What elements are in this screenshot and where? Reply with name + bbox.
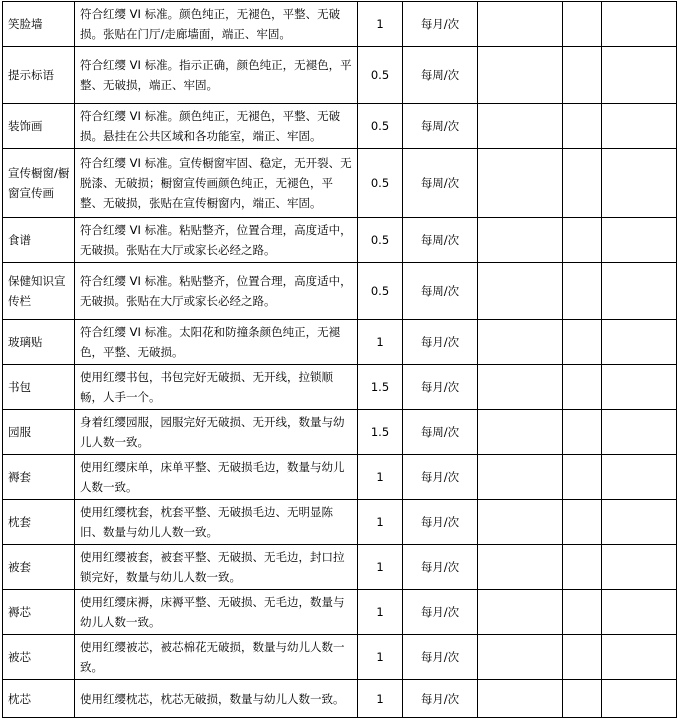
score-cell: 1: [358, 635, 403, 680]
frequency-cell: 每周/次: [403, 47, 478, 104]
empty-cell: [602, 635, 677, 680]
item-name-cell: 褥套: [3, 455, 75, 500]
empty-cell: [478, 218, 563, 263]
empty-cell: [563, 545, 602, 590]
item-name-cell: 玻璃贴: [3, 320, 75, 365]
standard-cell: 使用红缨床褥，床褥平整、无破损、无毛边，数量与幼儿人数一致。: [75, 590, 358, 635]
empty-cell: [478, 104, 563, 149]
score-cell: 1: [358, 2, 403, 47]
empty-cell: [478, 149, 563, 218]
empty-cell: [478, 455, 563, 500]
score-cell: 1: [358, 680, 403, 718]
empty-cell: [478, 635, 563, 680]
item-name-cell: 褥芯: [3, 590, 75, 635]
score-cell: 1.5: [358, 410, 403, 455]
frequency-cell: 每周/次: [403, 263, 478, 320]
frequency-cell: 每月/次: [403, 590, 478, 635]
standard-cell: 使用红缨床单，床单平整、无破损毛边，数量与幼儿人数一致。: [75, 455, 358, 500]
empty-cell: [602, 218, 677, 263]
table-row: [3, 104, 677, 149]
empty-cell: [478, 590, 563, 635]
table-row: [3, 410, 677, 455]
empty-cell: [478, 500, 563, 545]
score-cell: 1: [358, 545, 403, 590]
standard-cell: 使用红缨枕套，枕套平整、无破损毛边、无明显陈旧、数量与幼儿人数一致。: [75, 500, 358, 545]
score-cell: 0.5: [358, 104, 403, 149]
empty-cell: [602, 320, 677, 365]
frequency-cell: 每月/次: [403, 500, 478, 545]
table-row: [3, 47, 677, 104]
table-row: [3, 500, 677, 545]
empty-cell: [563, 149, 602, 218]
empty-cell: [478, 263, 563, 320]
frequency-cell: 每月/次: [403, 635, 478, 680]
empty-cell: [563, 47, 602, 104]
item-name-cell: 枕芯: [3, 680, 75, 718]
empty-cell: [563, 365, 602, 410]
standard-cell: 符合红缨 VI 标准。指示正确，颜色纯正，无褪色，平整、无破损，端正、牢固。: [75, 47, 358, 104]
table-row: [3, 680, 677, 718]
frequency-cell: 每月/次: [403, 545, 478, 590]
empty-cell: [563, 500, 602, 545]
table-row: [3, 365, 677, 410]
empty-cell: [478, 410, 563, 455]
empty-cell: [563, 104, 602, 149]
frequency-cell: 每周/次: [403, 218, 478, 263]
item-name-cell: 被芯: [3, 635, 75, 680]
table-row: [3, 590, 677, 635]
empty-cell: [478, 545, 563, 590]
frequency-cell: 每月/次: [403, 320, 478, 365]
empty-cell: [563, 410, 602, 455]
empty-cell: [563, 320, 602, 365]
item-name-cell: 被套: [3, 545, 75, 590]
standard-cell: 使用红缨枕芯，枕芯无破损，数量与幼儿人数一致。: [75, 680, 358, 718]
standard-cell: 符合红缨 VI 标准。粘贴整齐，位置合理，高度适中，无破损。张贴在大厅或家长必经之路。: [75, 263, 358, 320]
standard-cell: 使用红缨书包，书包完好无破损、无开线，拉锁顺畅，人手一个。: [75, 365, 358, 410]
frequency-cell: 每月/次: [403, 365, 478, 410]
table-row: [3, 218, 677, 263]
table-row: [3, 149, 677, 218]
standard-cell: 符合红缨 VI 标准。宣传橱窗牢固、稳定，无开裂、无脱漆、无破损；橱窗宣传画颜色纯正，无褪色，平整、无破损，张贴在宣传橱窗内，端正、牢固。: [75, 149, 358, 218]
inspection-standards-table: [2, 1, 677, 718]
frequency-cell: 每周/次: [403, 104, 478, 149]
score-cell: 0.5: [358, 263, 403, 320]
empty-cell: [563, 263, 602, 320]
standard-cell: 符合红缨 VI 标准。颜色纯正，无褪色，平整、无破损。悬挂在公共区域和各功能室，端正、牢固。: [75, 104, 358, 149]
score-cell: 1.5: [358, 365, 403, 410]
standard-cell: 符合红缨 VI 标准。颜色纯正，无褪色，平整、无破损。张贴在门厅/走廊墙面，端正、牢固。: [75, 2, 358, 47]
item-name-cell: 笑脸墙: [3, 2, 75, 47]
empty-cell: [602, 545, 677, 590]
frequency-cell: 每月/次: [403, 2, 478, 47]
standard-cell: 使用红缨被套，被套平整、无破损、无毛边，封口拉锁完好，数量与幼儿人数一致。: [75, 545, 358, 590]
table-body: [3, 2, 677, 718]
empty-cell: [602, 590, 677, 635]
empty-cell: [602, 263, 677, 320]
item-name-cell: 园服: [3, 410, 75, 455]
item-name-cell: 食谱: [3, 218, 75, 263]
empty-cell: [602, 455, 677, 500]
empty-cell: [602, 149, 677, 218]
item-name-cell: 提示标语: [3, 47, 75, 104]
empty-cell: [478, 365, 563, 410]
table-row: [3, 320, 677, 365]
empty-cell: [602, 500, 677, 545]
empty-cell: [478, 320, 563, 365]
score-cell: 1: [358, 455, 403, 500]
table-row: [3, 2, 677, 47]
score-cell: 1: [358, 500, 403, 545]
score-cell: 1: [358, 320, 403, 365]
table-row: [3, 635, 677, 680]
standard-cell: 符合红缨 VI 标准。太阳花和防撞条颜色纯正，无褪色，平整、无破损。: [75, 320, 358, 365]
item-name-cell: 保健知识宣传栏: [3, 263, 75, 320]
score-cell: 0.5: [358, 149, 403, 218]
item-name-cell: 宣传橱窗/橱窗宣传画: [3, 149, 75, 218]
table-row: [3, 263, 677, 320]
empty-cell: [563, 635, 602, 680]
table-row: [3, 545, 677, 590]
item-name-cell: 枕套: [3, 500, 75, 545]
score-cell: 0.5: [358, 47, 403, 104]
frequency-cell: 每周/次: [403, 149, 478, 218]
empty-cell: [602, 680, 677, 718]
empty-cell: [563, 2, 602, 47]
empty-cell: [602, 410, 677, 455]
frequency-cell: 每月/次: [403, 680, 478, 718]
score-cell: 0.5: [358, 218, 403, 263]
empty-cell: [478, 47, 563, 104]
empty-cell: [563, 590, 602, 635]
empty-cell: [602, 104, 677, 149]
score-cell: 1: [358, 590, 403, 635]
standard-cell: 符合红缨 VI 标准。粘贴整齐，位置合理，高度适中，无破损。张贴在大厅或家长必经之路。: [75, 218, 358, 263]
empty-cell: [478, 2, 563, 47]
empty-cell: [478, 680, 563, 718]
item-name-cell: 装饰画: [3, 104, 75, 149]
empty-cell: [563, 218, 602, 263]
table-row: [3, 455, 677, 500]
empty-cell: [563, 680, 602, 718]
frequency-cell: 每周/次: [403, 410, 478, 455]
frequency-cell: 每月/次: [403, 455, 478, 500]
item-name-cell: 书包: [3, 365, 75, 410]
empty-cell: [602, 365, 677, 410]
standard-cell: 使用红缨被芯，被芯棉花无破损，数量与幼儿人数一致。: [75, 635, 358, 680]
standard-cell: 身着红缨园服，园服完好无破损、无开线，数量与幼儿人数一致。: [75, 410, 358, 455]
empty-cell: [602, 47, 677, 104]
empty-cell: [602, 2, 677, 47]
empty-cell: [563, 455, 602, 500]
